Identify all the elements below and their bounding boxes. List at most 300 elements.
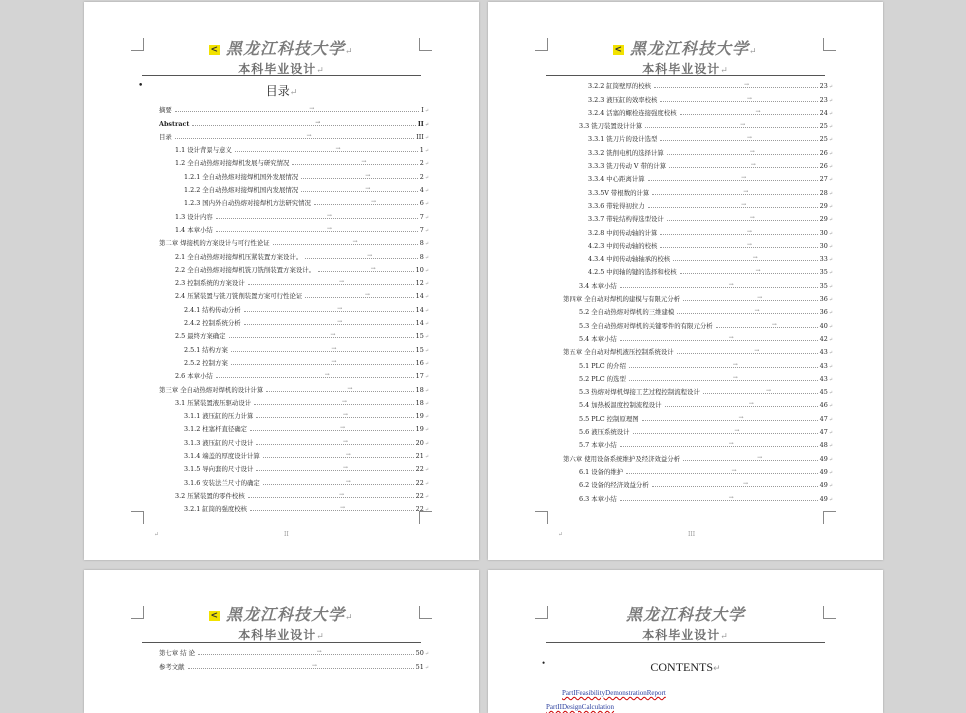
toc-dot-leader: [683, 453, 818, 461]
tab-arrow-icon: →: [309, 105, 315, 113]
crop-mark: [535, 511, 548, 524]
header-rule: [546, 642, 825, 643]
university-logo: < 黑龙江科技大学↵: [210, 605, 354, 624]
toc-entry-page: 16: [415, 358, 424, 367]
highlight-mark: <: [614, 44, 623, 55]
tab-arrow-icon: →: [738, 413, 744, 421]
return-mark: ↵: [424, 267, 429, 274]
toc-entry-page: 21: [415, 452, 424, 461]
toc-entry[interactable]: [159, 407, 429, 420]
toc-entry-label: 5.1 PLC 的介绍: [579, 361, 626, 370]
university-logo: < 黑龙江科技大学↵: [614, 39, 758, 58]
toc-entry[interactable]: [159, 207, 429, 220]
toc-entry[interactable]: [159, 287, 429, 300]
toc-dot-leader: [216, 224, 418, 232]
toc-entry-label: 3.3.1 铣刀片的设计选型: [588, 135, 658, 144]
contents-title: • CONTENTS↵: [542, 658, 721, 674]
toc-entry[interactable]: [159, 141, 429, 154]
toc-entry-page: 1: [419, 146, 424, 155]
toc-entry-label: 1.4 本章小结: [175, 225, 213, 234]
toc-entry[interactable]: [563, 316, 833, 329]
toc-entry[interactable]: [563, 463, 833, 476]
toc-entry[interactable]: [159, 367, 429, 380]
toc-entry-label: 3.3 铣刀装置设计计算: [579, 122, 643, 131]
toc-dot-leader: [620, 493, 818, 501]
return-mark: ↵: [424, 440, 429, 447]
toc-entry-label: 1.2.2 全自动热熔对接焊机国内发展情况: [184, 186, 299, 195]
toc-entry-label: 第四章 全自动对焊机的建模与有限元分析: [563, 295, 681, 304]
return-mark: ↵: [424, 427, 429, 434]
toc-dot-leader: [256, 464, 413, 472]
return-mark: ↵: [424, 414, 429, 421]
toc-dot-leader: [248, 278, 414, 286]
toc-entry-label: 2.1 全自动热熔对接焊机压紧装置方案设计。: [175, 252, 303, 261]
toc-entry[interactable]: [159, 460, 429, 473]
return-mark: ↵: [424, 108, 429, 115]
toc-dot-leader: [648, 174, 818, 182]
toc-entry[interactable]: [563, 303, 833, 316]
tab-arrow-icon: →: [750, 161, 756, 169]
toc-entry[interactable]: [159, 354, 429, 367]
tab-arrow-icon: →: [337, 318, 343, 326]
return-mark: ↵: [828, 84, 833, 91]
toc-entry-page: 49: [819, 467, 828, 476]
toc-dot-leader: [660, 240, 817, 248]
tab-arrow-icon: →: [342, 411, 348, 419]
toc-entry-label: 1.3 设计内容: [175, 212, 213, 221]
toc-dot-leader: [188, 661, 414, 669]
toc-entry[interactable]: [159, 300, 429, 313]
toc-entry-label: 3.2.3 液压缸的效率校核: [588, 95, 658, 104]
toc-entry-page: 48: [819, 441, 828, 450]
toc-entry[interactable]: [563, 210, 833, 223]
footer-page-number: II: [284, 531, 289, 538]
toc-dot-leader: [683, 294, 818, 302]
toc-entry-label: 6.2 设备的经济效益分析: [579, 481, 649, 490]
toc-entry[interactable]: [159, 274, 429, 287]
toc-entry[interactable]: [159, 487, 429, 500]
toc-entry-page: 28: [819, 188, 828, 197]
toc-link-part1[interactable]: PartIFeasibilityDemonstrationReport: [562, 689, 666, 697]
toc-entry-label: 2.6 本章小结: [175, 372, 213, 381]
toc-entry-label: 2.3 控制系统的方案设计: [175, 279, 245, 288]
toc-entry[interactable]: [563, 170, 833, 183]
toc-entry-page: 43: [819, 361, 828, 370]
toc-entry[interactable]: [159, 644, 429, 657]
toc-entry[interactable]: [563, 476, 833, 489]
toc-entry[interactable]: [563, 130, 833, 143]
return-mark: ↵: [828, 496, 833, 503]
return-mark: ↵: [828, 150, 833, 157]
toc-entry[interactable]: [159, 380, 429, 393]
tab-arrow-icon: →: [749, 214, 755, 222]
tab-arrow-icon: →: [324, 371, 330, 379]
toc-entry[interactable]: [159, 221, 429, 234]
return-mark: ↵: [424, 294, 429, 301]
toc-entry-label: 第六章 使用设备系统维护及经济效益分析: [563, 454, 681, 463]
toc-entry-label: 6.1 设备的维护: [579, 467, 624, 476]
toc-dot-leader: [629, 373, 818, 381]
toc-dot-leader: [263, 451, 414, 459]
tab-arrow-icon: →: [371, 198, 377, 206]
toc-entry[interactable]: [563, 396, 833, 409]
return-mark: ↵: [424, 174, 429, 181]
toc-dot-leader: [716, 320, 818, 328]
toc-list: [563, 77, 833, 503]
toc-entry[interactable]: [563, 183, 833, 196]
toc-entry[interactable]: [563, 223, 833, 236]
toc-entry-label: 4.2.5 中间轴的键的选择和校核: [588, 268, 677, 277]
crop-mark: [823, 511, 836, 524]
toc-entry[interactable]: [563, 250, 833, 263]
toc-dot-leader: [669, 161, 818, 169]
toc-dot-leader: [660, 94, 817, 102]
return-mark: ↵: [424, 188, 429, 195]
toc-entry[interactable]: [563, 489, 833, 502]
toc-dot-leader: [301, 171, 418, 179]
toc-entry-label: 3.3.6 带轮得初拉力: [588, 201, 645, 210]
toc-dot-leader: [231, 357, 414, 365]
toc-entry[interactable]: [563, 330, 833, 343]
footer-return-mark: ↵: [154, 531, 160, 538]
toc-entry-page: 36: [819, 308, 828, 317]
toc-entry-page: II: [417, 119, 424, 128]
toc-entry[interactable]: [563, 276, 833, 289]
toc-dot-leader: [198, 648, 414, 656]
toc-entry-page: 15: [415, 345, 424, 354]
toc-entry-page: 12: [415, 279, 424, 288]
return-mark: ↵: [424, 480, 429, 487]
tab-arrow-icon: →: [347, 384, 353, 392]
return-mark: ↵: [424, 507, 429, 514]
toc-entry[interactable]: [159, 234, 429, 247]
toc-entry-page: 49: [819, 454, 828, 463]
toc-entry-page: 22: [415, 478, 424, 487]
toc-dot-leader: [648, 200, 818, 208]
return-mark: ↵: [424, 493, 429, 500]
return-mark: ↵: [828, 297, 833, 304]
return-mark: ↵: [424, 321, 429, 328]
toc-entry[interactable]: [563, 90, 833, 103]
toc-entry[interactable]: [563, 409, 833, 422]
return-mark: ↵: [828, 203, 833, 210]
toc-entry[interactable]: [563, 343, 833, 356]
document-page-2: [488, 2, 883, 560]
tab-arrow-icon: →: [728, 493, 734, 501]
toc-entry[interactable]: [159, 394, 429, 407]
toc-entry-page: 25: [819, 122, 828, 131]
tab-arrow-icon: →: [370, 264, 376, 272]
toc-entry-label: 3.2.1 缸筒的强度校核: [184, 505, 248, 514]
toc-entry-label: 第二章 焊接机的方案设计与可行性论证: [159, 239, 270, 248]
tab-arrow-icon: →: [364, 291, 370, 299]
return-mark: ↵: [424, 360, 429, 367]
toc-dot-leader: [667, 147, 818, 155]
tab-arrow-icon: →: [734, 427, 740, 435]
toc-entry-page: 43: [819, 348, 828, 357]
tab-arrow-icon: →: [740, 121, 746, 129]
toc-entry-page: 47: [819, 414, 828, 423]
toc-dot-leader: [292, 158, 417, 166]
tab-arrow-icon: →: [365, 171, 371, 179]
toc-entry-label: 3.2.8 中间传动轴的计算: [588, 228, 658, 237]
highlight-mark: <: [210, 610, 219, 621]
header-rule: [142, 642, 421, 643]
toc-entry[interactable]: [563, 237, 833, 250]
return-mark: ↵: [828, 164, 833, 171]
toc-entry-page: 51: [415, 662, 424, 671]
toc-entry[interactable]: [563, 197, 833, 210]
tab-arrow-icon: →: [755, 107, 761, 115]
toc-entry[interactable]: [159, 473, 429, 486]
toc-entry-label: 4.2.3 中间传动轴的校核: [588, 241, 658, 250]
toc-dot-leader: [254, 397, 414, 405]
toc-entry[interactable]: [159, 114, 429, 127]
toc-entry[interactable]: [563, 104, 833, 117]
toc-entry-label: 3.1.6 安装法兰尺寸的确定: [184, 478, 260, 487]
return-mark: ↵: [828, 230, 833, 237]
return-mark: ↵: [828, 350, 833, 357]
toc-entry[interactable]: [159, 657, 429, 670]
toc-entry-page: 2: [419, 172, 424, 181]
toc-dot-leader: [256, 411, 413, 419]
tab-arrow-icon: →: [755, 267, 761, 275]
toc-entry-label: 3.1.2 柱塞杆直径确定: [184, 425, 248, 434]
toc-entry[interactable]: [159, 261, 429, 274]
toc-entry[interactable]: [563, 449, 833, 462]
toc-dot-leader: [266, 384, 413, 392]
university-logo: 黑龙江科技大学: [625, 605, 745, 624]
toc-entry-page: 26: [819, 148, 828, 157]
highlight-mark: <: [210, 44, 219, 55]
toc-entry-label: 参考文献: [159, 662, 185, 671]
toc-entry-label: 1.2.1 全自动热熔对接焊机国外发展情况: [184, 172, 299, 181]
toc-entry-label: 目录: [159, 132, 172, 141]
return-mark: ↵: [828, 336, 833, 343]
toc-entry-page: 8: [419, 252, 424, 261]
return-mark: ↵: [424, 664, 429, 671]
toc-entry-label: 摘要: [159, 106, 172, 115]
document-page-1: [84, 2, 479, 560]
tab-arrow-icon: →: [757, 453, 763, 461]
toc-dot-leader: [250, 424, 414, 432]
tab-arrow-icon: →: [746, 134, 752, 142]
toc-entry-label: 3.4 本章小结: [579, 281, 617, 290]
return-mark: ↵: [828, 416, 833, 423]
toc-entry-page: 18: [415, 398, 424, 407]
toc-entry-page: 23: [819, 95, 828, 104]
tab-arrow-icon: →: [746, 227, 752, 235]
toc-entry[interactable]: [563, 370, 833, 383]
toc-entry-label: 2.2 全自动热熔对接焊机铣刀铣削装置方案设计。: [175, 265, 316, 274]
return-mark: ↵: [424, 400, 429, 407]
return-mark: ↵: [828, 270, 833, 277]
return-mark: ↵: [828, 97, 833, 104]
footer-return-mark: ↵: [558, 531, 564, 538]
tab-arrow-icon: →: [749, 147, 755, 155]
toc-entry[interactable]: [563, 117, 833, 130]
toc-entry-label: 5.3 全自动热熔对焊机的关键零件的有限元分析: [579, 321, 713, 330]
toc-entry[interactable]: [563, 143, 833, 156]
return-mark: ↵: [424, 374, 429, 381]
toc-entry[interactable]: [159, 314, 429, 327]
return-mark: ↵: [828, 137, 833, 144]
tab-arrow-icon: →: [341, 397, 347, 405]
toc-dot-leader: [660, 134, 817, 142]
toc-entry-page: 17: [415, 372, 424, 381]
toc-entry[interactable]: [159, 500, 429, 513]
toc-entry[interactable]: [563, 436, 833, 449]
return-mark: ↵: [424, 161, 429, 168]
toc-dot-leader: [620, 280, 818, 288]
tab-arrow-icon: →: [728, 333, 734, 341]
toc-entry-label: 2.4 压紧装置与铣刀铣削装置方案可行性论证: [175, 292, 303, 301]
tab-arrow-icon: →: [741, 200, 747, 208]
toc-entry-page: 26: [819, 162, 828, 171]
crop-mark: [131, 511, 144, 524]
return-mark: ↵: [828, 217, 833, 224]
document-page-3: [84, 570, 479, 713]
toc-entry-page: 22: [415, 491, 424, 500]
toc-entry-label: 3.1.3 液压缸的尺寸设计: [184, 438, 254, 447]
return-mark: ↵: [828, 443, 833, 450]
toc-entry[interactable]: [159, 101, 429, 114]
toc-entry[interactable]: [159, 433, 429, 446]
toc-entry-page: 10: [415, 265, 424, 274]
toc-entry[interactable]: [159, 247, 429, 260]
tab-arrow-icon: →: [743, 187, 749, 195]
return-mark: ↵: [424, 334, 429, 341]
return-mark: ↵: [828, 257, 833, 264]
tab-arrow-icon: →: [331, 357, 337, 365]
toc-entry-page: 8: [419, 239, 424, 248]
toc-dot-leader: [229, 331, 414, 339]
return-mark: ↵: [828, 110, 833, 117]
toc-dot-leader: [273, 238, 418, 246]
tab-arrow-icon: →: [330, 331, 336, 339]
return-mark: ↵: [424, 254, 429, 261]
return-mark: ↵: [828, 124, 833, 131]
tab-arrow-icon: →: [361, 158, 367, 166]
toc-entry-label: 3.1.4 端盖的厚度设计计算: [184, 452, 260, 461]
toc-dot-leader: [667, 214, 818, 222]
toc-entry-page: 36: [819, 295, 828, 304]
toc-entry[interactable]: [563, 383, 833, 396]
toc-dot-leader: [314, 198, 418, 206]
return-mark: ↵: [424, 347, 429, 354]
toc-dot-leader: [626, 466, 818, 474]
header-subtitle: 本科毕业设计↵: [238, 628, 325, 642]
toc-entry-page: 14: [415, 292, 424, 301]
tab-arrow-icon: →: [315, 118, 321, 126]
toc-entry-page: 46: [819, 401, 828, 410]
toc-entry-label: 3.3.4 中心距离计算: [588, 175, 645, 184]
toc-dot-leader: [645, 121, 817, 129]
toc-entry-page: 45: [819, 388, 828, 397]
tab-arrow-icon: →: [340, 504, 346, 512]
toc-dot-leader: [654, 81, 818, 89]
return-mark: ↵: [828, 430, 833, 437]
return-mark: ↵: [424, 134, 429, 141]
toc-entry[interactable]: [563, 290, 833, 303]
document-page-4: [488, 570, 883, 713]
toc-entry[interactable]: [563, 77, 833, 90]
tab-arrow-icon: →: [746, 94, 752, 102]
toc-entry[interactable]: [563, 263, 833, 276]
toc-entry[interactable]: [159, 327, 429, 340]
toc-link-part2[interactable]: PartIIDesignCalculation: [546, 703, 615, 711]
toc-dot-leader: [305, 291, 413, 299]
tab-arrow-icon: →: [765, 387, 772, 395]
toc-dot-leader: [175, 131, 414, 139]
toc-dot-leader: [680, 267, 818, 275]
toc-entry[interactable]: [159, 167, 429, 180]
tab-arrow-icon: →: [752, 254, 758, 262]
toc-dot-leader: [642, 413, 818, 421]
tab-arrow-icon: →: [335, 145, 341, 153]
return-mark: ↵: [828, 310, 833, 317]
header-subtitle: 本科毕业设计↵: [642, 628, 729, 642]
header-rule: [142, 75, 421, 76]
toc-dot-leader: [248, 490, 414, 498]
toc-entry[interactable]: [159, 447, 429, 460]
university-logo: < 黑龙江科技大学↵: [210, 39, 354, 58]
return-mark: ↵: [424, 467, 429, 474]
tab-arrow-icon: →: [338, 490, 345, 498]
toc-entry-page: 42: [819, 334, 828, 343]
tab-arrow-icon: →: [728, 280, 734, 288]
return-mark: ↵: [828, 363, 833, 370]
toc-entry-page: 7: [419, 225, 424, 234]
toc-entry-page: 43: [819, 374, 828, 383]
toc-entry-page: 20: [415, 438, 424, 447]
toc-entry[interactable]: [159, 181, 429, 194]
toc-entry-page: 6: [419, 199, 424, 208]
toc-entry-page: 50: [415, 649, 424, 658]
toc-entry[interactable]: [563, 157, 833, 170]
tab-arrow-icon: →: [345, 451, 351, 459]
return-mark: ↵: [424, 307, 429, 314]
return-mark: ↵: [424, 651, 429, 658]
toc-entry[interactable]: [159, 340, 429, 353]
tab-arrow-icon: →: [748, 400, 754, 408]
toc-entry[interactable]: [159, 194, 429, 207]
toc-entry[interactable]: [159, 420, 429, 433]
toc-entry-page: 18: [415, 385, 424, 394]
toc-entry[interactable]: [563, 356, 833, 369]
toc-entry-page: 22: [415, 465, 424, 474]
tab-arrow-icon: →: [746, 240, 752, 248]
toc-entry-page: 49: [819, 481, 828, 490]
toc-entry-label: 2.5 最终方案确定: [175, 332, 226, 341]
toc-entry-label: 3.2.2 缸筒壁厚的校核: [588, 82, 652, 91]
toc-entry-label: 3.2.4 活塞的螺栓连接强度校核: [588, 108, 677, 117]
toc-list: [159, 101, 429, 513]
toc-entry-label: 1.1 设计背景与意义: [175, 146, 232, 155]
toc-entry[interactable]: [563, 423, 833, 436]
toc-entry[interactable]: [159, 128, 429, 141]
tab-arrow-icon: →: [331, 344, 337, 352]
toc-dot-leader: [652, 480, 818, 488]
toc-entry-page: 14: [415, 305, 424, 314]
toc-entry-label: 5.4 加热板温度控制流程设计: [579, 401, 662, 410]
header-subtitle: 本科毕业设计↵: [238, 62, 325, 76]
toc-entry-page: 4: [419, 186, 424, 195]
return-mark: ↵: [828, 483, 833, 490]
toc-entry[interactable]: [159, 154, 429, 167]
tab-arrow-icon: →: [741, 174, 747, 182]
toc-dot-leader: [677, 347, 818, 355]
